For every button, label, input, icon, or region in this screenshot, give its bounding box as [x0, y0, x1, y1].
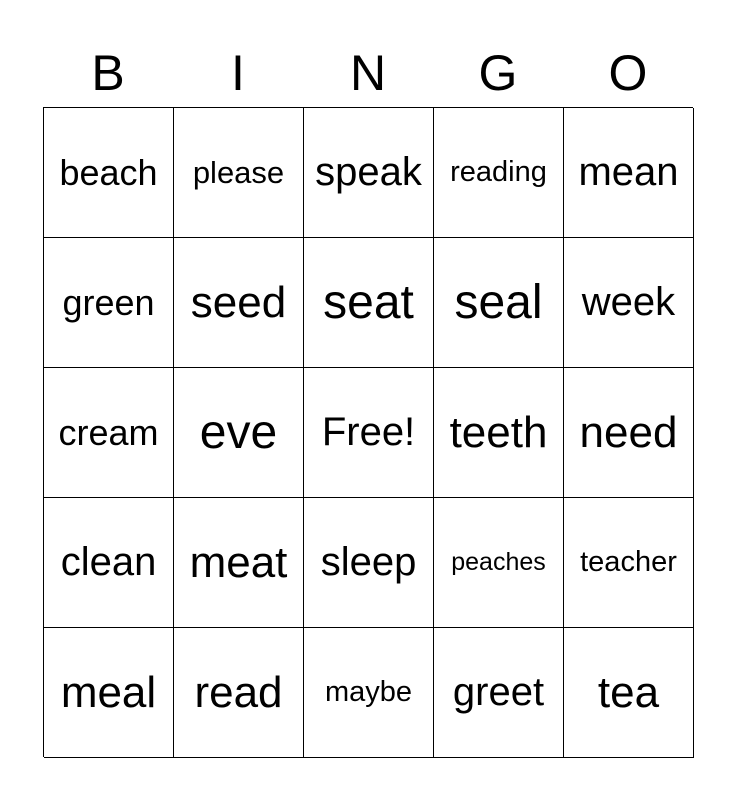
bingo-cell[interactable]: teeth — [434, 368, 564, 498]
bingo-cell[interactable]: green — [44, 238, 174, 368]
bingo-cell[interactable]: tea — [564, 628, 694, 758]
bingo-cell[interactable]: speak — [304, 108, 434, 238]
bingo-cell[interactable]: maybe — [304, 628, 434, 758]
bingo-cell[interactable]: seat — [304, 238, 434, 368]
bingo-cell[interactable]: greet — [434, 628, 564, 758]
bingo-cell[interactable]: reading — [434, 108, 564, 238]
bingo-cell[interactable]: beach — [44, 108, 174, 238]
header-letter-n: N — [349, 45, 387, 101]
bingo-cell[interactable]: read — [174, 628, 304, 758]
bingo-cell[interactable]: peaches — [434, 498, 564, 628]
header-letter-g: G — [478, 45, 518, 101]
bingo-cell[interactable]: meal — [44, 628, 174, 758]
bingo-cell[interactable]: eve — [174, 368, 304, 498]
header-letter-i: I — [231, 45, 245, 101]
bingo-cell[interactable]: please — [174, 108, 304, 238]
bingo-cell[interactable]: clean — [44, 498, 174, 628]
bingo-cell[interactable]: cream — [44, 368, 174, 498]
bingo-cell[interactable]: seal — [434, 238, 564, 368]
bingo-cell[interactable]: teacher — [564, 498, 694, 628]
bingo-cell[interactable]: meat — [174, 498, 304, 628]
bingo-free-space[interactable]: Free! — [304, 368, 434, 498]
bingo-cell[interactable]: need — [564, 368, 694, 498]
bingo-header — [43, 38, 693, 108]
header-letter-o: O — [608, 45, 648, 101]
bingo-cell[interactable]: sleep — [304, 498, 434, 628]
bingo-cell[interactable]: mean — [564, 108, 694, 238]
bingo-cell[interactable]: seed — [174, 238, 304, 368]
bingo-cell[interactable]: week — [564, 238, 694, 368]
bingo-board — [43, 107, 693, 757]
header-letter-b: B — [91, 45, 125, 101]
